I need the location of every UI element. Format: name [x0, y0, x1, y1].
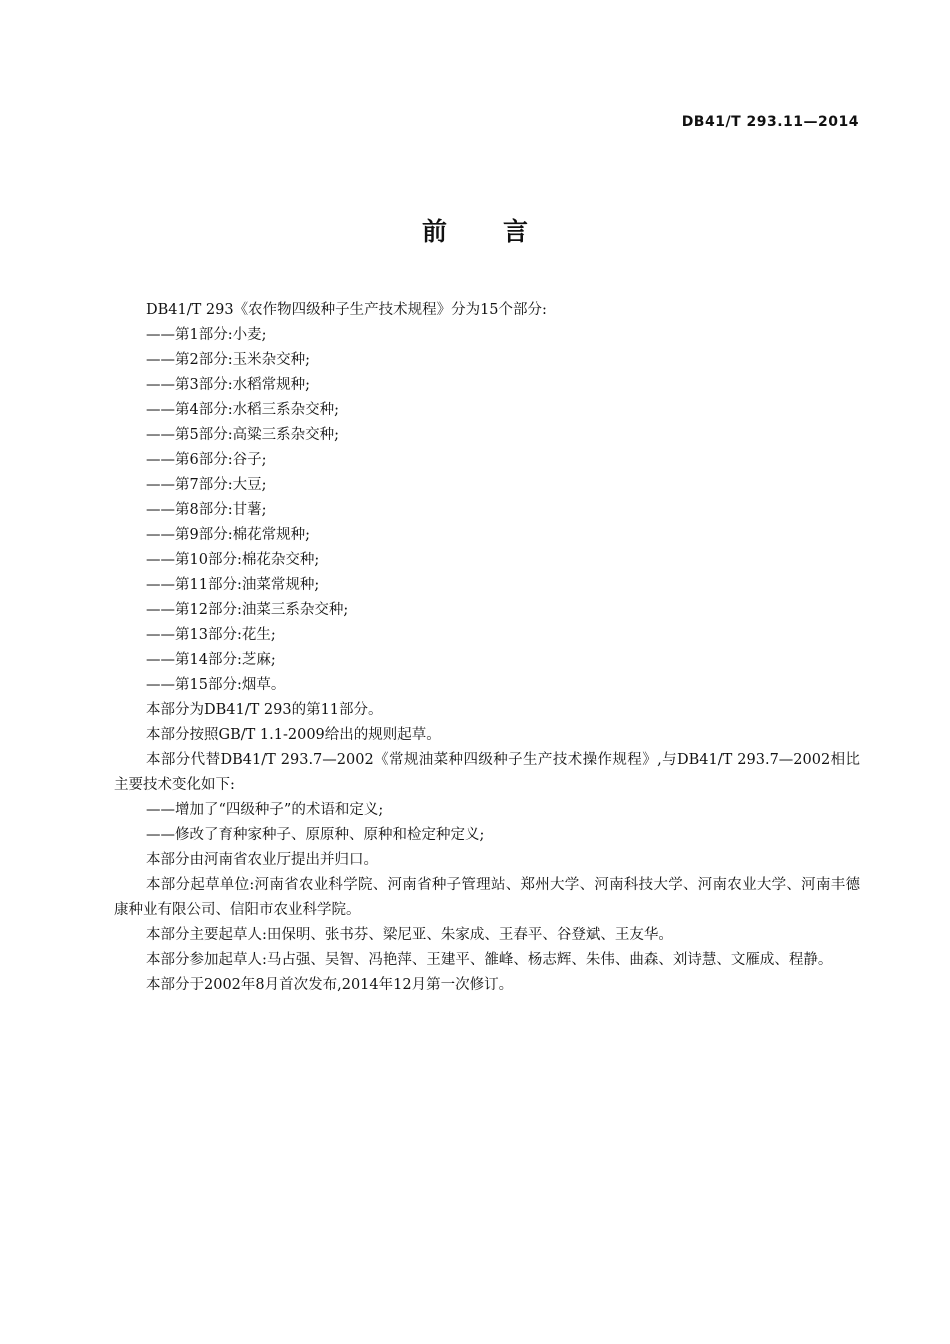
paragraph: 本部分代替DB41/T 293.7—2002《常规油菜种四级种子生产技术操作规程》,与DB41/T 293.7—2002相比主要技术变化如下: — [114, 752, 860, 793]
paragraph: 本部分按照GB/T 1.1-2009给出的规则起草。 — [146, 727, 441, 743]
list-item: ——第5部分:高粱三系杂交种; — [146, 427, 339, 443]
list-item: ——第4部分:水稻三系杂交种; — [146, 402, 339, 418]
list-item: ——第13部分:花生; — [146, 627, 276, 643]
paragraph: DB41/T 293《农作物四级种子生产技术规程》分为15个部分: — [146, 302, 547, 318]
paragraph: 本部分参加起草人:马占强、吴智、冯艳萍、王建平、雒峰、杨志辉、朱伟、曲森、刘诗慧、文雁成、程静。 — [146, 952, 833, 968]
paragraph: 本部分主要起草人:田保明、张书芬、梁尼亚、朱家成、王春平、谷登斌、王友华。 — [146, 927, 673, 943]
paragraph: 本部分由河南省农业厅提出并归口。 — [146, 852, 378, 868]
list-item: ——第2部分:玉米杂交种; — [146, 352, 310, 368]
paragraph: 本部分起草单位:河南省农业科学院、河南省种子管理站、郑州大学、河南科技大学、河南农业大学、河南丰德康种业有限公司、信阳市农业科学院。 — [114, 877, 860, 918]
list-item: ——第1部分:小麦; — [146, 327, 267, 343]
list-item: ——增加了“四级种子”的术语和定义; — [146, 802, 384, 818]
list-item: ——修改了育种家种子、原原种、原种和检定种定义; — [146, 827, 485, 843]
paragraph: 本部分于2002年8月首次发布,2014年12月第一次修订。 — [146, 977, 514, 993]
list-item: ——第10部分:棉花杂交种; — [146, 552, 320, 568]
paragraph: 本部分为DB41/T 293的第11部分。 — [146, 702, 383, 718]
list-item: ——第15部分:烟草。 — [146, 677, 286, 693]
list-item: ——第9部分:棉花常规种; — [146, 527, 310, 543]
list-item: ——第11部分:油菜常规种; — [146, 577, 320, 593]
list-item: ——第8部分:甘薯; — [146, 502, 267, 518]
list-item: ——第3部分:水稻常规种; — [146, 377, 310, 393]
list-item: ——第14部分:芝麻; — [146, 652, 276, 668]
list-item: ——第6部分:谷子; — [146, 452, 267, 468]
page-title: 前言 — [421, 217, 584, 246]
list-item: ——第12部分:油菜三系杂交种; — [146, 602, 349, 618]
foreword-body — [114, 298, 860, 998]
standard-code: DB41/T 293.11—2014 — [681, 114, 859, 130]
list-item: ——第7部分:大豆; — [146, 477, 267, 493]
